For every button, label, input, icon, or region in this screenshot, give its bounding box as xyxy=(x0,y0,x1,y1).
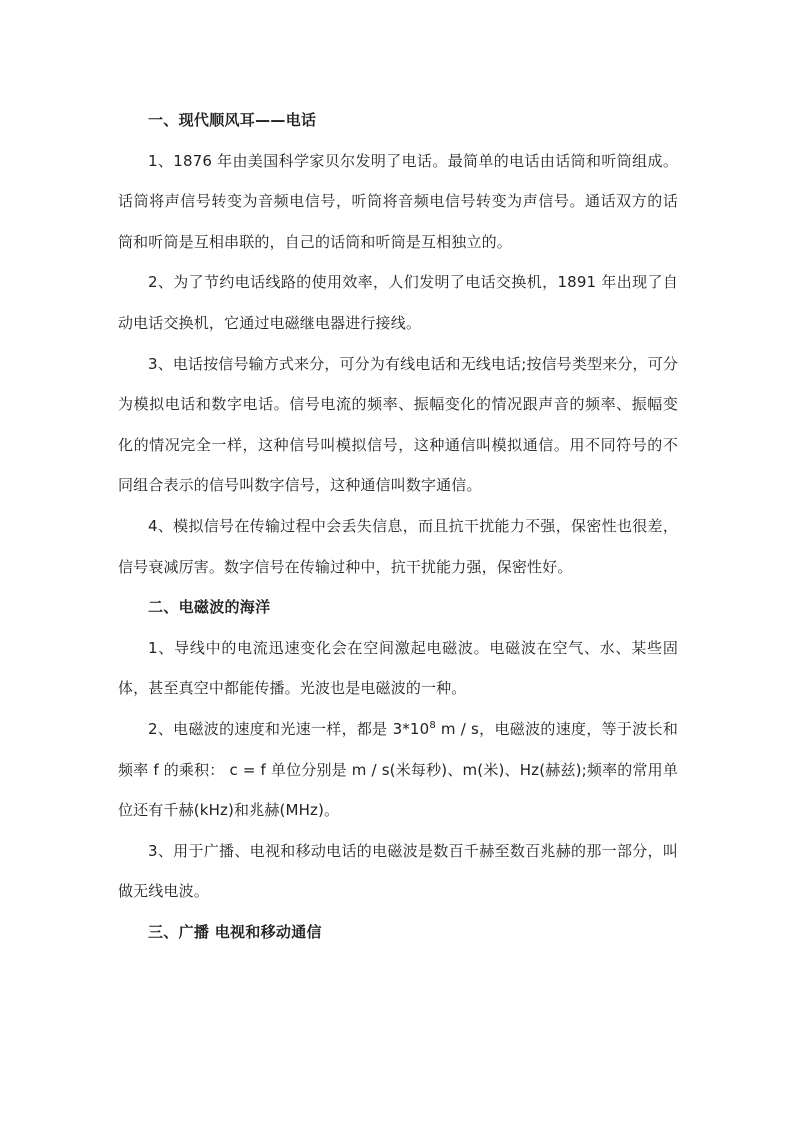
paragraph-1-4: 4、模拟信号在传输过程中会丢失信息，而且抗干扰能力不强，保密性也很差，信号衰减厉害。数字信号在传输过种中，抗干扰能力强，保密性好。 xyxy=(118,516,678,576)
paragraph-1-3: 3、电话按信号输方式来分，可分为有线电话和无线电话;按信号类型来分，可分为模拟电话和数字电话。信号电流的频率、振幅变化的情况跟声音的频率、振幅变化的情况完全一样，这种信号叫模拟信号，这种通信叫模拟通信。用不同符号的不同组合表示的信号叫数字信号，这种通信叫数字通信。 xyxy=(118,354,679,495)
paragraph-2-3: 3、用于广播、电视和移动电话的电磁波是数百千赫至数百兆赫的那一部分，叫做无线电波。 xyxy=(118,841,678,901)
section-heading-3: 三、广播 电视和移动通信 xyxy=(148,922,322,941)
section-heading-1: 一、现代顺风耳——电话 xyxy=(148,111,317,129)
section-heading-2: 二、电磁波的海洋 xyxy=(148,598,271,617)
document-page xyxy=(118,100,678,952)
speed-text-after: m / s，电磁波的速度，等于波长和频率 f 的乘积： c = f 单位分别是 m / s(米每秒)、m(米)、Hz(赫兹);频率的常用单位还有千赫(kHz)和兆赫(MHz)。 xyxy=(118,719,679,820)
speed-text-before: 2、电磁波的速度和光速一样，都是 3*10 xyxy=(148,719,430,738)
paragraph-2-1: 1、导线中的电流迅速变化会在空间激起电磁波。电磁波在空气、水、某些固体，甚至真空中都能传播。光波也是电磁波的一种。 xyxy=(118,638,678,698)
paragraph-2-2 xyxy=(118,709,678,831)
paragraph-1-1: 1、1876 年由美国科学家贝尔发明了电话。最简单的电话由话筒和听筒组成。话筒将声信号转变为音频电信号，听筒将音频电信号转变为声信号。通话双方的话筒和听筒是互相串联的，自己的话筒和听筒是互相独立的。 xyxy=(118,151,678,251)
speed-exponent: 8 xyxy=(429,719,436,731)
paragraph-1-2: 2、为了节约电话线路的使用效率，人们发明了电话交换机，1891 年出现了自动电话交换机，它通过电磁继电器进行接线。 xyxy=(118,273,678,332)
